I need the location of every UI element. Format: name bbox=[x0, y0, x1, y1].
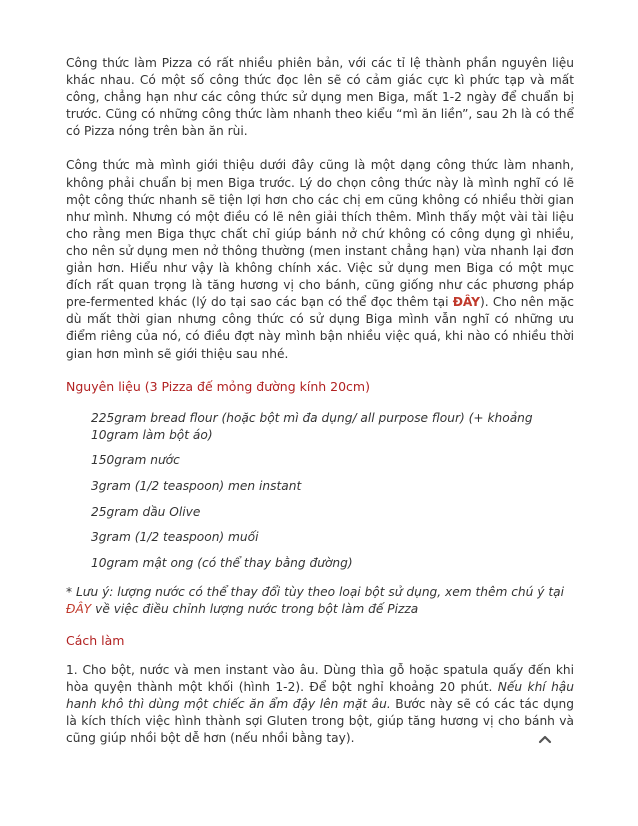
ingredients-list bbox=[91, 410, 574, 572]
day-link[interactable]: ĐÂY bbox=[452, 295, 481, 310]
step-1-text: 1. Cho bột, nước và men instant vào âu. Dùng thìa gỗ hoặc spatula quấy đến khi hòa quyện thành một khối (hình 1-2). Để bột nghỉ khoảng 20 phút. bbox=[66, 663, 574, 695]
intro-paragraph-2-text: Công thức mà mình giới thiệu dưới đây cũng là một dạng công thức làm nhanh, không phải chuẩn bị men Biga trước. Lý do chọn công thức này là mình nghĩ có lẽ một công thức nhanh sẽ tiện lợi hơn cho các chị em cũng không có nhiều thời gian như mình. Nhưng có một điều có lẽ nên giải thích thêm. Mình thấy một vài tài liệu cho rằng men Biga thực chất chỉ giúp bánh nở chứ không có công dụng gì nhiều, cho nên sử dụng men nở thông thường (men instant chẳng hạn) vừa nhanh lại đơn giản hơn. Hiểu như vậy là không chính xác. Việc sử dụng men Biga có một mục đích rất quan trọng là tăng hương vị cho bánh, cũng giống như các phương pháp pre-fermented khác (lý do tại sao các bạn có thể đọc thêm tại bbox=[66, 158, 574, 310]
note-text-end: về việc điều chỉnh lượng nước trong bột làm đế Pizza bbox=[91, 602, 419, 617]
chevron-up-icon[interactable] bbox=[538, 729, 552, 739]
ingredient-item: 10gram mật ong (có thể thay bằng đường) bbox=[91, 556, 353, 571]
ingredient-item: 225gram bread flour (hoặc bột mì đa dụng/ all purpose flour) (+ khoảng 10gram làm bột áo) bbox=[91, 410, 533, 442]
note-text: * Lưu ý: lượng nước có thể thay đổi tùy theo loại bột sử dụng, xem thêm chú ý tại bbox=[66, 585, 564, 600]
intro-paragraph-2 bbox=[66, 157, 574, 362]
step-1-italic-text: Nếu khí hậu hanh khô thì dùng một chiếc ăn ẩm đậy lên mặt âu. bbox=[66, 680, 574, 712]
step-1-text-end: Bước này sẽ có các tác dụng là kích thích việc hình thành sợi Gluten trong bột, giúp tăng hương vị cho bánh và cũng giúp nhồi bột dễ hơn (nếu nhồi bằng tay). bbox=[66, 697, 575, 746]
ingredient-item: 150gram nước bbox=[91, 453, 180, 468]
method-step-1 bbox=[66, 662, 574, 747]
ingredient-item: 25gram dầu Olive bbox=[91, 504, 201, 519]
ingredient-item: 3gram (1/2 teaspoon) muối bbox=[91, 530, 259, 545]
note-day-link[interactable]: ĐÂY bbox=[66, 602, 92, 617]
intro-paragraph-1: Công thức làm Pizza có rất nhiều phiên bản, với các tỉ lệ thành phần nguyên liệu khác nhau. Có một số công thức đọc lên sẽ có cảm giác cực kì phức tạp và mất công, chẳng hạn như các công thức sử dụng men Biga, mất 1-2 ngày để chuẩn bị trước. Cũng có những công thức làm nhanh theo kiểu “mì ăn liền”, sau 2h là có thể có Pizza nóng trên bàn ăn rùi. bbox=[66, 56, 574, 139]
ingredient-item: 3gram (1/2 teaspoon) men instant bbox=[91, 478, 302, 493]
water-note bbox=[66, 584, 574, 618]
method-heading: Cách làm bbox=[66, 633, 125, 649]
intro-paragraph-2-text-end: ). Cho nên mặc dù mất thời gian nhưng công thức có sử dụng Biga mình vẫn nghĩ có những ưu điểm riêng của nó, có điều đợt này mình bận nhiều việc quá, khi nào có nhiều thời gian hơn mình sẽ giới thiệu sau nhé. bbox=[66, 295, 574, 361]
article-body bbox=[66, 55, 574, 748]
ingredients-heading: Nguyên liệu (3 Pizza đế mỏng đường kính 20cm) bbox=[66, 378, 370, 394]
